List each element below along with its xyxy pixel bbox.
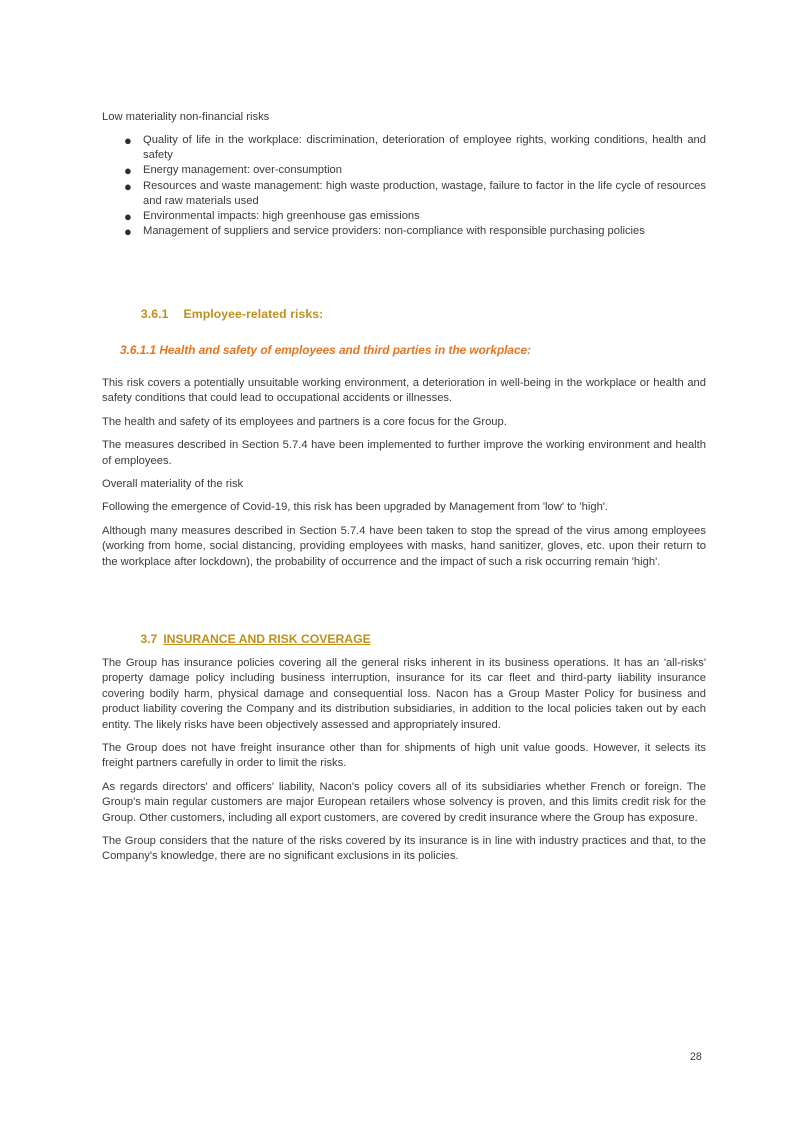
page-content (102, 110, 706, 863)
bullet-icon: ● (124, 224, 132, 240)
list-item-label: Management of suppliers and service providers: non-compliance with responsible purchasing policies (143, 225, 645, 238)
section-heading-3-6-1-1: 3.6.1.1 Health and safety of employees and third parties in the workplace: (120, 343, 532, 357)
paragraph: The Group has insurance policies covering all the general risks inherent in its business operations. It has an 'all-risks' property damage policy including business interruption, insurance for its car fleet and third-party liability insurance covering bodily harm, physical damage and consequential loss. Nacon has a Group Master Policy for business and product liability covering the Company and its distribution subsidiaries, in addition to the local policies taken out by each entity. The likely risks have been objectively assessed and appropriately insured. (102, 657, 706, 731)
list-item (102, 133, 706, 163)
low-materiality-intro: Low materiality non-financial risks (102, 111, 270, 123)
paragraph: Although many measures described in Section 5.7.4 have been taken to stop the spread of the virus among employees (working from home, social distancing, providing employees with masks, hand sanitizer, gloves, etc. upon their return to the workplace after lockdown), the probability of occurrence and the impact of such a risk occurring remain 'high'. (102, 524, 706, 568)
bullet-icon: ● (124, 133, 132, 148)
list-item (102, 163, 706, 178)
bullet-icon: ● (124, 163, 132, 179)
section-number: 3.7 (140, 632, 158, 646)
paragraph: This risk covers a potentially unsuitable working environment, a deterioration in well-being in the workplace or health and safety conditions that could lead to occupational accidents or illnesses. (102, 377, 706, 405)
list-item-label: Resources and waste management: high waste production, wastage, failure to factor in the life cycle of resources and raw materials used (143, 179, 706, 207)
section-heading-3-6-1 (120, 293, 323, 335)
list-item-label: Energy management: over-consumption (143, 164, 342, 177)
bullet-icon: ● (124, 178, 132, 194)
bullet-icon: ● (124, 209, 132, 225)
list-item-label: Quality of life in the workplace: discrimination, deterioration of employee rights, working conditions, health and safety (143, 134, 706, 162)
paragraph: The measures described in Section 5.7.4 have been implemented to further improve the working environment and health of employees. (102, 439, 706, 467)
list-item-label: Environmental impacts: high greenhouse gas emissions (143, 210, 420, 223)
paragraph: The health and safety of its employees and partners is a core focus for the Group. (102, 415, 507, 428)
list-item (102, 224, 706, 239)
paragraph: The Group considers that the nature of the risks covered by its insurance is in line with industry practices and that, to the Company's knowledge, there are no significant exclusions in its policies. (102, 835, 706, 863)
paragraph: Following the emergence of Covid-19, this risk has been upgraded by Management from 'low' to 'high'. (102, 501, 609, 514)
section-3-6-1-1-body (102, 376, 706, 570)
page-number: 28 (690, 1051, 702, 1063)
section-3-7-body (102, 656, 706, 865)
list-item (102, 179, 706, 209)
low-materiality-risk-list (102, 133, 706, 239)
section-heading-3-7 (120, 618, 371, 660)
section-title: INSURANCE AND RISK COVERAGE (163, 632, 371, 646)
section-number: 3.6.1 (140, 307, 169, 321)
overall-materiality-label: Overall materiality of the risk (102, 478, 244, 491)
section-title: Employee-related risks: (183, 307, 324, 321)
paragraph: As regards directors' and officers' liability, Nacon's policy covers all of its subsidiaries whether French or foreign. The Group's main regular customers are major European retailers whose solvency is proven, and this limits credit risk for the Group. Other customers, including all export customers, are covered by credit insurance where the Group has exposure. (102, 780, 706, 824)
paragraph: The Group does not have freight insurance other than for shipments of high unit value goods. However, it selects its freight partners carefully in order to limit the risks. (102, 742, 706, 770)
list-item (102, 209, 706, 224)
